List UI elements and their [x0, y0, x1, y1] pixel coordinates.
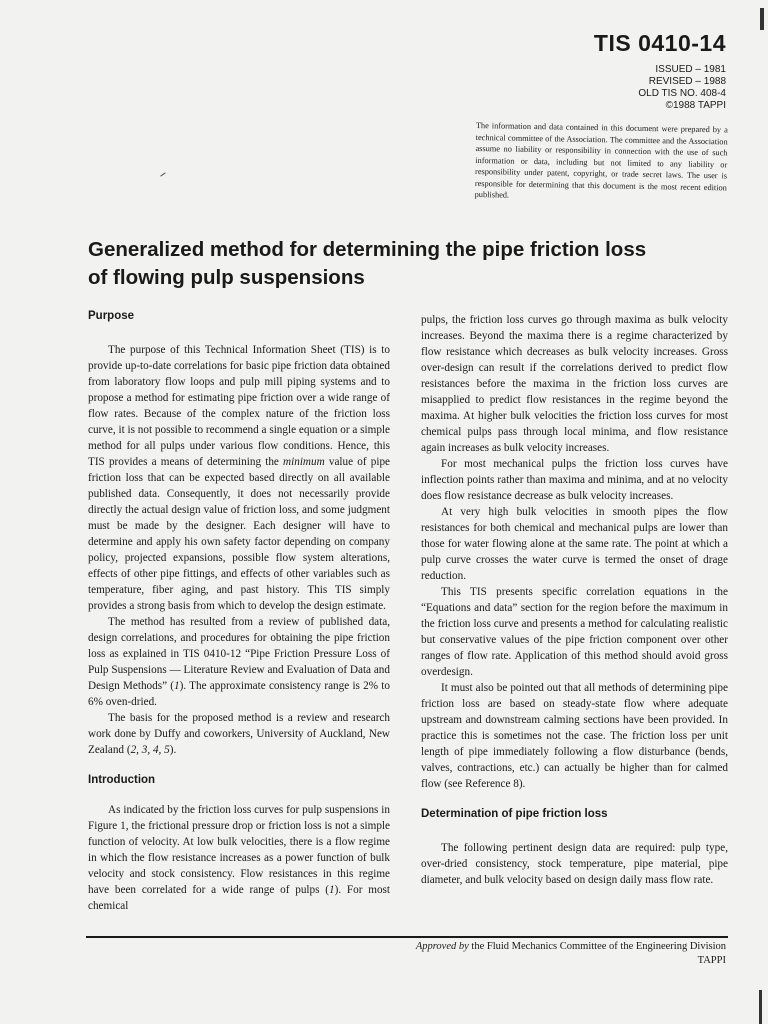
text-run: The purpose of this Technical Information Sheet (TIS) is to provide up-to-date correlations for basic pipe friction data obtained from laboratory flow loops and pulp mill piping systems and to propose a method for estimating pipe friction over a wide range of flow rates. Because of the complex nature of the friction loss curve, it is not possible to recommend a single equation or a simple method for all pulps under various flow conditions. Hence, this TIS provides a means of determining the: [88, 344, 390, 468]
introduction-heading: Introduction: [88, 774, 156, 786]
text-run: ).: [169, 744, 177, 756]
reference: 1: [174, 680, 180, 692]
title-line-2: of flowing pulp suspensions: [88, 266, 365, 289]
right-column: [421, 312, 728, 888]
purpose-paragraph-1: [88, 342, 390, 614]
introduction-paragraph-4: At very high bulk velocities in smooth pipes the flow resistances for both chemical and mechanical pulps are lower than those for water flowing alone at the same rate. The point at which a pulp curve crosses the water curve is termed the onset of drage reduction.: [421, 506, 728, 582]
footer-rule: [86, 936, 728, 938]
emphasis: minimum: [283, 456, 325, 468]
introduction-paragraph-5: This TIS presents specific correlation equations in the “Equations and data” section for the region before the maximum in the friction loss curve and presents a method for calculating realistic but conservative values of the pipe friction component over other ranges of flow rate. Application of this method should avoid gross overdesign.: [421, 586, 728, 678]
approval-text: the Fluid Mechanics Committee of the Engineering Division: [468, 941, 726, 952]
disclaimer: The information and data contained in this document were prepared by a technical committee of the Association. The committee and the Association assume no liability or responsibility in connection with the use of such information or data, including but not limited to any liability or responsibility under patent, copyright, or trade secret laws. The user is responsible for determining that this document is the most recent edition published.: [474, 120, 728, 200]
scan-edge-mark: [759, 990, 762, 1024]
purpose-heading: Purpose: [88, 310, 135, 322]
document-title: [88, 236, 748, 292]
text-run: ). The approximate consistency range is 2% to 6% oven-dried.: [88, 680, 390, 708]
introduction-paragraph-1: [88, 802, 390, 914]
title-line-1: Generalized method for determining the pipe friction loss: [88, 238, 647, 261]
approval-note: [416, 940, 726, 968]
introduction-paragraph-3: For most mechanical pulps the friction loss curves have inflection points rather than maxima and minima, and at no velocity does flow resistance decrease as bulk velocity increases.: [421, 458, 728, 502]
text-run: As indicated by the friction loss curves for pulp suspensions in Figure 1, the frictional pressure drop or friction loss is not a simple function of velocity. At low bulk velocities, there is a flow regime in which the flow resistance increases as a power function of bulk velocity and stock consistency. Flow resistances in this regime have been correlated for a wide range of pulps (: [88, 804, 390, 896]
old-tis-number: OLD TIS NO. 408-4: [638, 88, 726, 99]
approval-line: [416, 940, 726, 954]
document-meta: [638, 64, 726, 112]
revised-date: REVISED – 1988: [648, 76, 726, 87]
left-column: [88, 308, 390, 914]
scan-speck: [160, 172, 165, 176]
purpose-paragraph-2: [88, 614, 390, 710]
introduction-paragraph-2: pulps, the friction loss curves go through maxima as bulk velocity increases. Beyond the maxima there is a regime characterized by flow resistance which decreases as bulk velocity increases. Gross over-design can result if the correlations derived to predict flow resistances before the maxima in the friction loss curves are misapplied to predict flow resistances in the regime beyond the maxima. At higher bulk velocities the friction loss curves for most chemical pulps pass through local minima, and flow resistance again increases as bulk velocity increases.: [421, 314, 728, 454]
issued-date: ISSUED – 1981: [655, 64, 726, 75]
text-run: value of pipe friction loss that can be expected based directly on all available published data. Consequently, it does not necessarily provide directly the actual design value of friction loss, and some judgment must be made by the designer. Each designer will have to determine and apply his own safety factor depending on company policy, projected expansions, possible flow system alterations, effects of other pipe fittings, and effects of other variables such as temperature, fiber aging, and past history. This TIS simply provides a strong basis from which to develop the design estimate.: [88, 456, 390, 612]
determination-paragraph-1: The following pertinent design data are required: pulp type, over-dried consistency, stock temperature, pipe material, pipe diameter, and bulk velocity based on design daily mass flow rate.: [421, 842, 728, 886]
introduction-paragraph-6: It must also be pointed out that all methods of determining pipe friction loss are based on steady-state flow where adequate upstream and downstream calming sections have been provided. In practice this is sometimes not the case. The friction loss per unit length of pipe immediately following a flow disturbance (bends, valves, contractions, etc.) can actually be higher than for calmed flow (see Reference 8).: [421, 682, 728, 790]
approval-org: TAPPI: [697, 955, 726, 966]
tis-number: TIS 0410-14: [593, 30, 726, 56]
text-run: The basis for the proposed method is a review and research work done by Duffy and coworkers, University of Auckland, New Zealand (: [88, 712, 390, 756]
purpose-paragraph-3: [88, 710, 390, 758]
reference: 2, 3, 4, 5: [130, 744, 170, 756]
text-run: The method has resulted from a review of published data, design correlations, and procedures for obtaining the pipe friction loss as explained in TIS 0410-12 “Pipe Friction Pressure Loss of Pulp Suspensions — Literature Review and Evaluation of Data and Design Methods” (: [88, 616, 390, 692]
approval-lead: Approved by: [415, 941, 469, 952]
scan-edge-mark: [760, 8, 764, 30]
copyright: ©1988 TAPPI: [665, 100, 726, 111]
determination-heading: Determination of pipe friction loss: [421, 808, 608, 820]
reference: 1: [329, 884, 335, 896]
text-run: ). For most chemical: [88, 884, 391, 912]
